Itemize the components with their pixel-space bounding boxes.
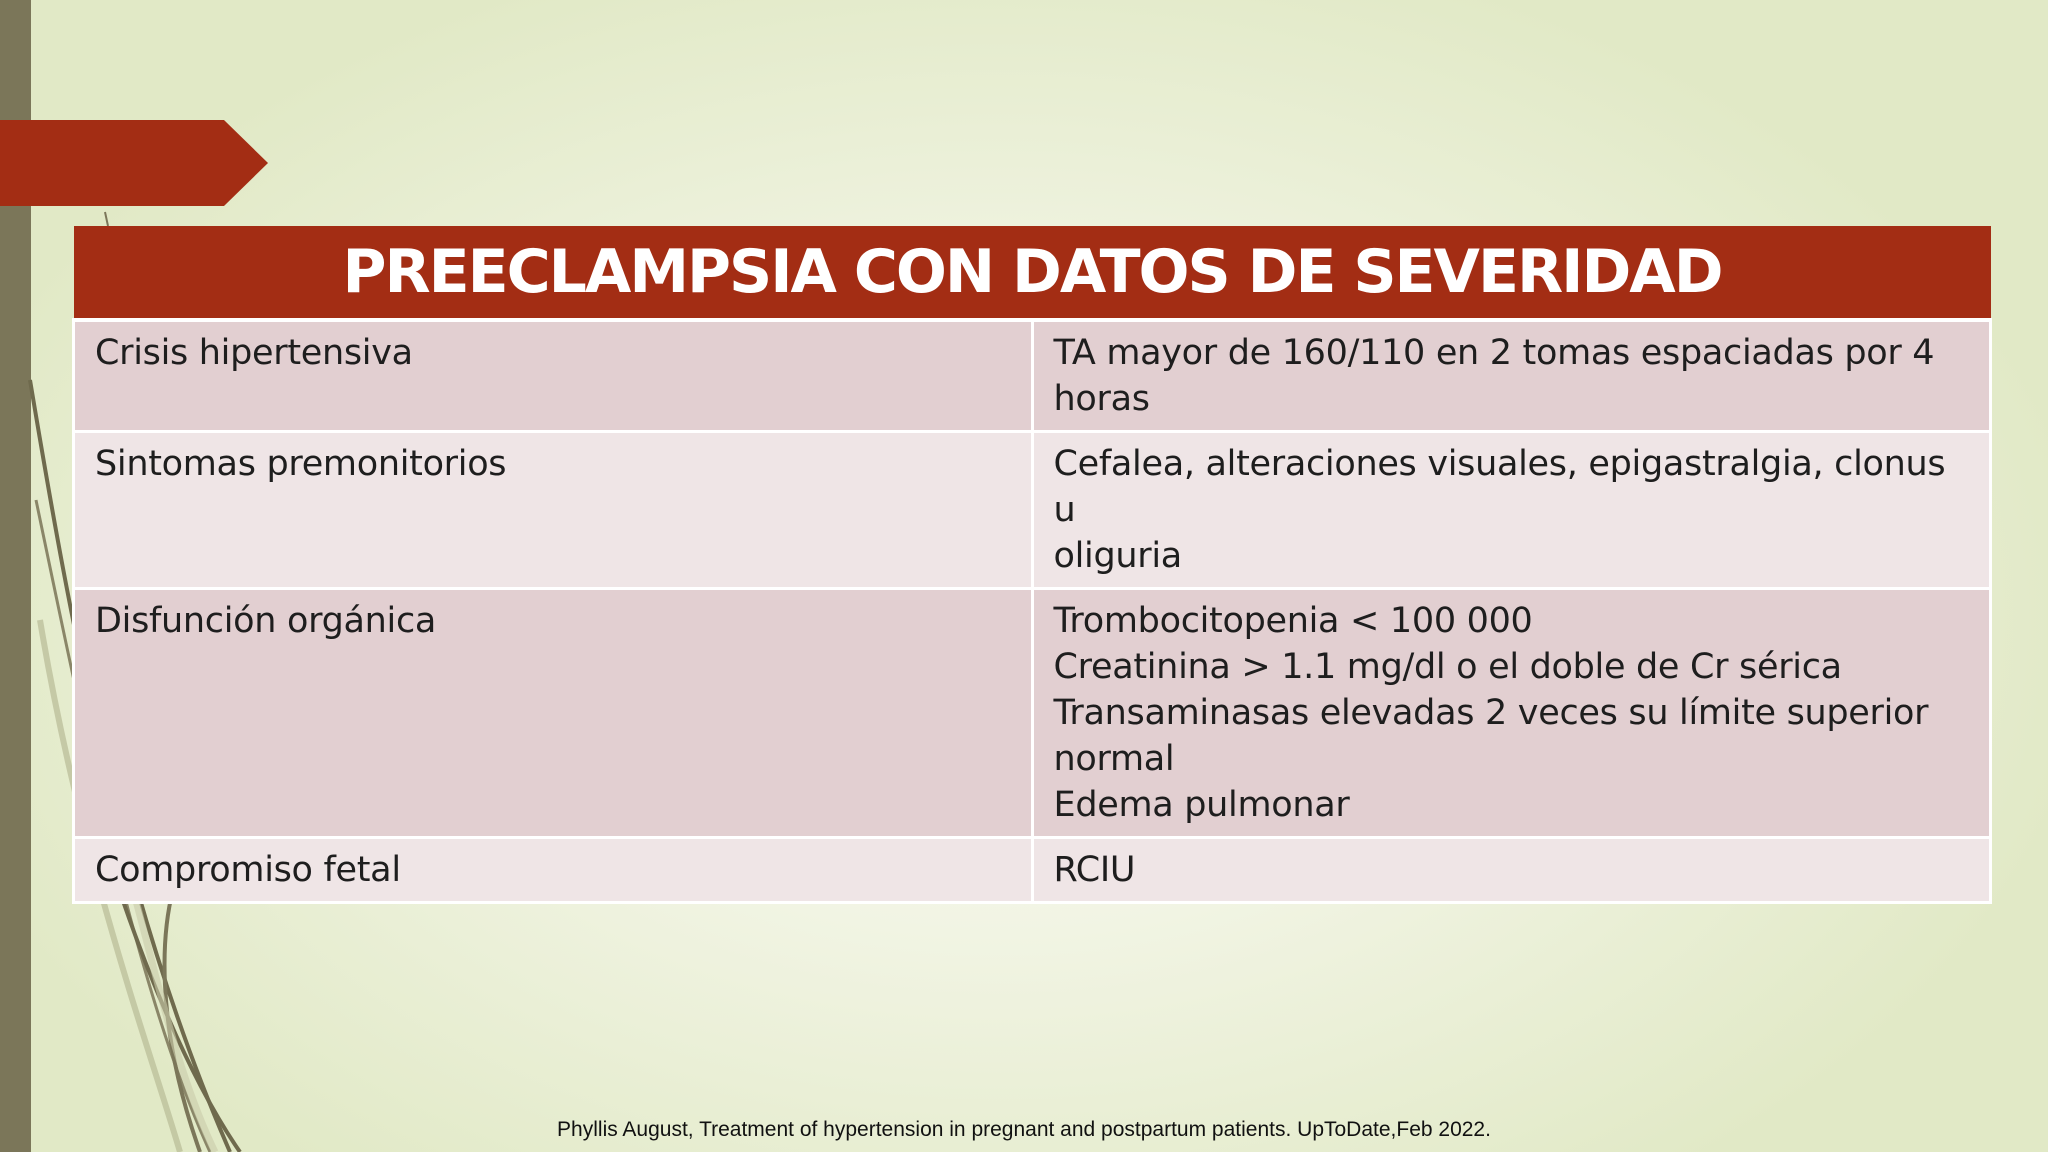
criterion-label: Compromiso fetal [74,838,1033,903]
header-arrow-tag [0,120,268,206]
table-row [74,432,1991,589]
citation-footnote: Phyllis August, Treatment of hypertension in pregnant and postpartum patients. UpToDate,Feb 2022. [557,1118,1491,1141]
criterion-detail [1032,432,1991,589]
table-row [74,589,1991,838]
detail-line: Transaminasas elevadas 2 veces su límite superior [1053,693,1929,733]
criterion-detail [1032,320,1991,432]
detail-line: TA mayor de 160/110 en 2 tomas espaciadas por 4 [1053,333,1935,373]
severity-criteria-table [72,226,1992,904]
criterion-label: Crisis hipertensiva [74,320,1033,432]
criterion-detail [1032,838,1991,903]
detail-line: Edema pulmonar [1053,785,1350,825]
detail-line: normal [1053,739,1175,779]
criterion-label: Sintomas premonitorios [74,432,1033,589]
table-row [74,320,1991,432]
table-row [74,838,1991,903]
detail-line: Trombocitopenia < 100 000 [1053,601,1533,641]
detail-line: horas [1053,379,1150,419]
table-title: PREECLAMPSIA CON DATOS DE SEVERIDAD [74,226,1991,320]
detail-line: Creatinina > 1.1 mg/dl o el doble de Cr sérica [1053,647,1842,687]
detail-line: oliguria [1053,536,1182,576]
detail-line: RCIU [1053,850,1136,890]
criterion-label: Disfunción orgánica [74,589,1033,838]
criterion-detail [1032,589,1991,838]
table-header-row [74,226,1991,320]
detail-line: Cefalea, alteraciones visuales, epigastralgia, clonus u [1053,444,1946,530]
